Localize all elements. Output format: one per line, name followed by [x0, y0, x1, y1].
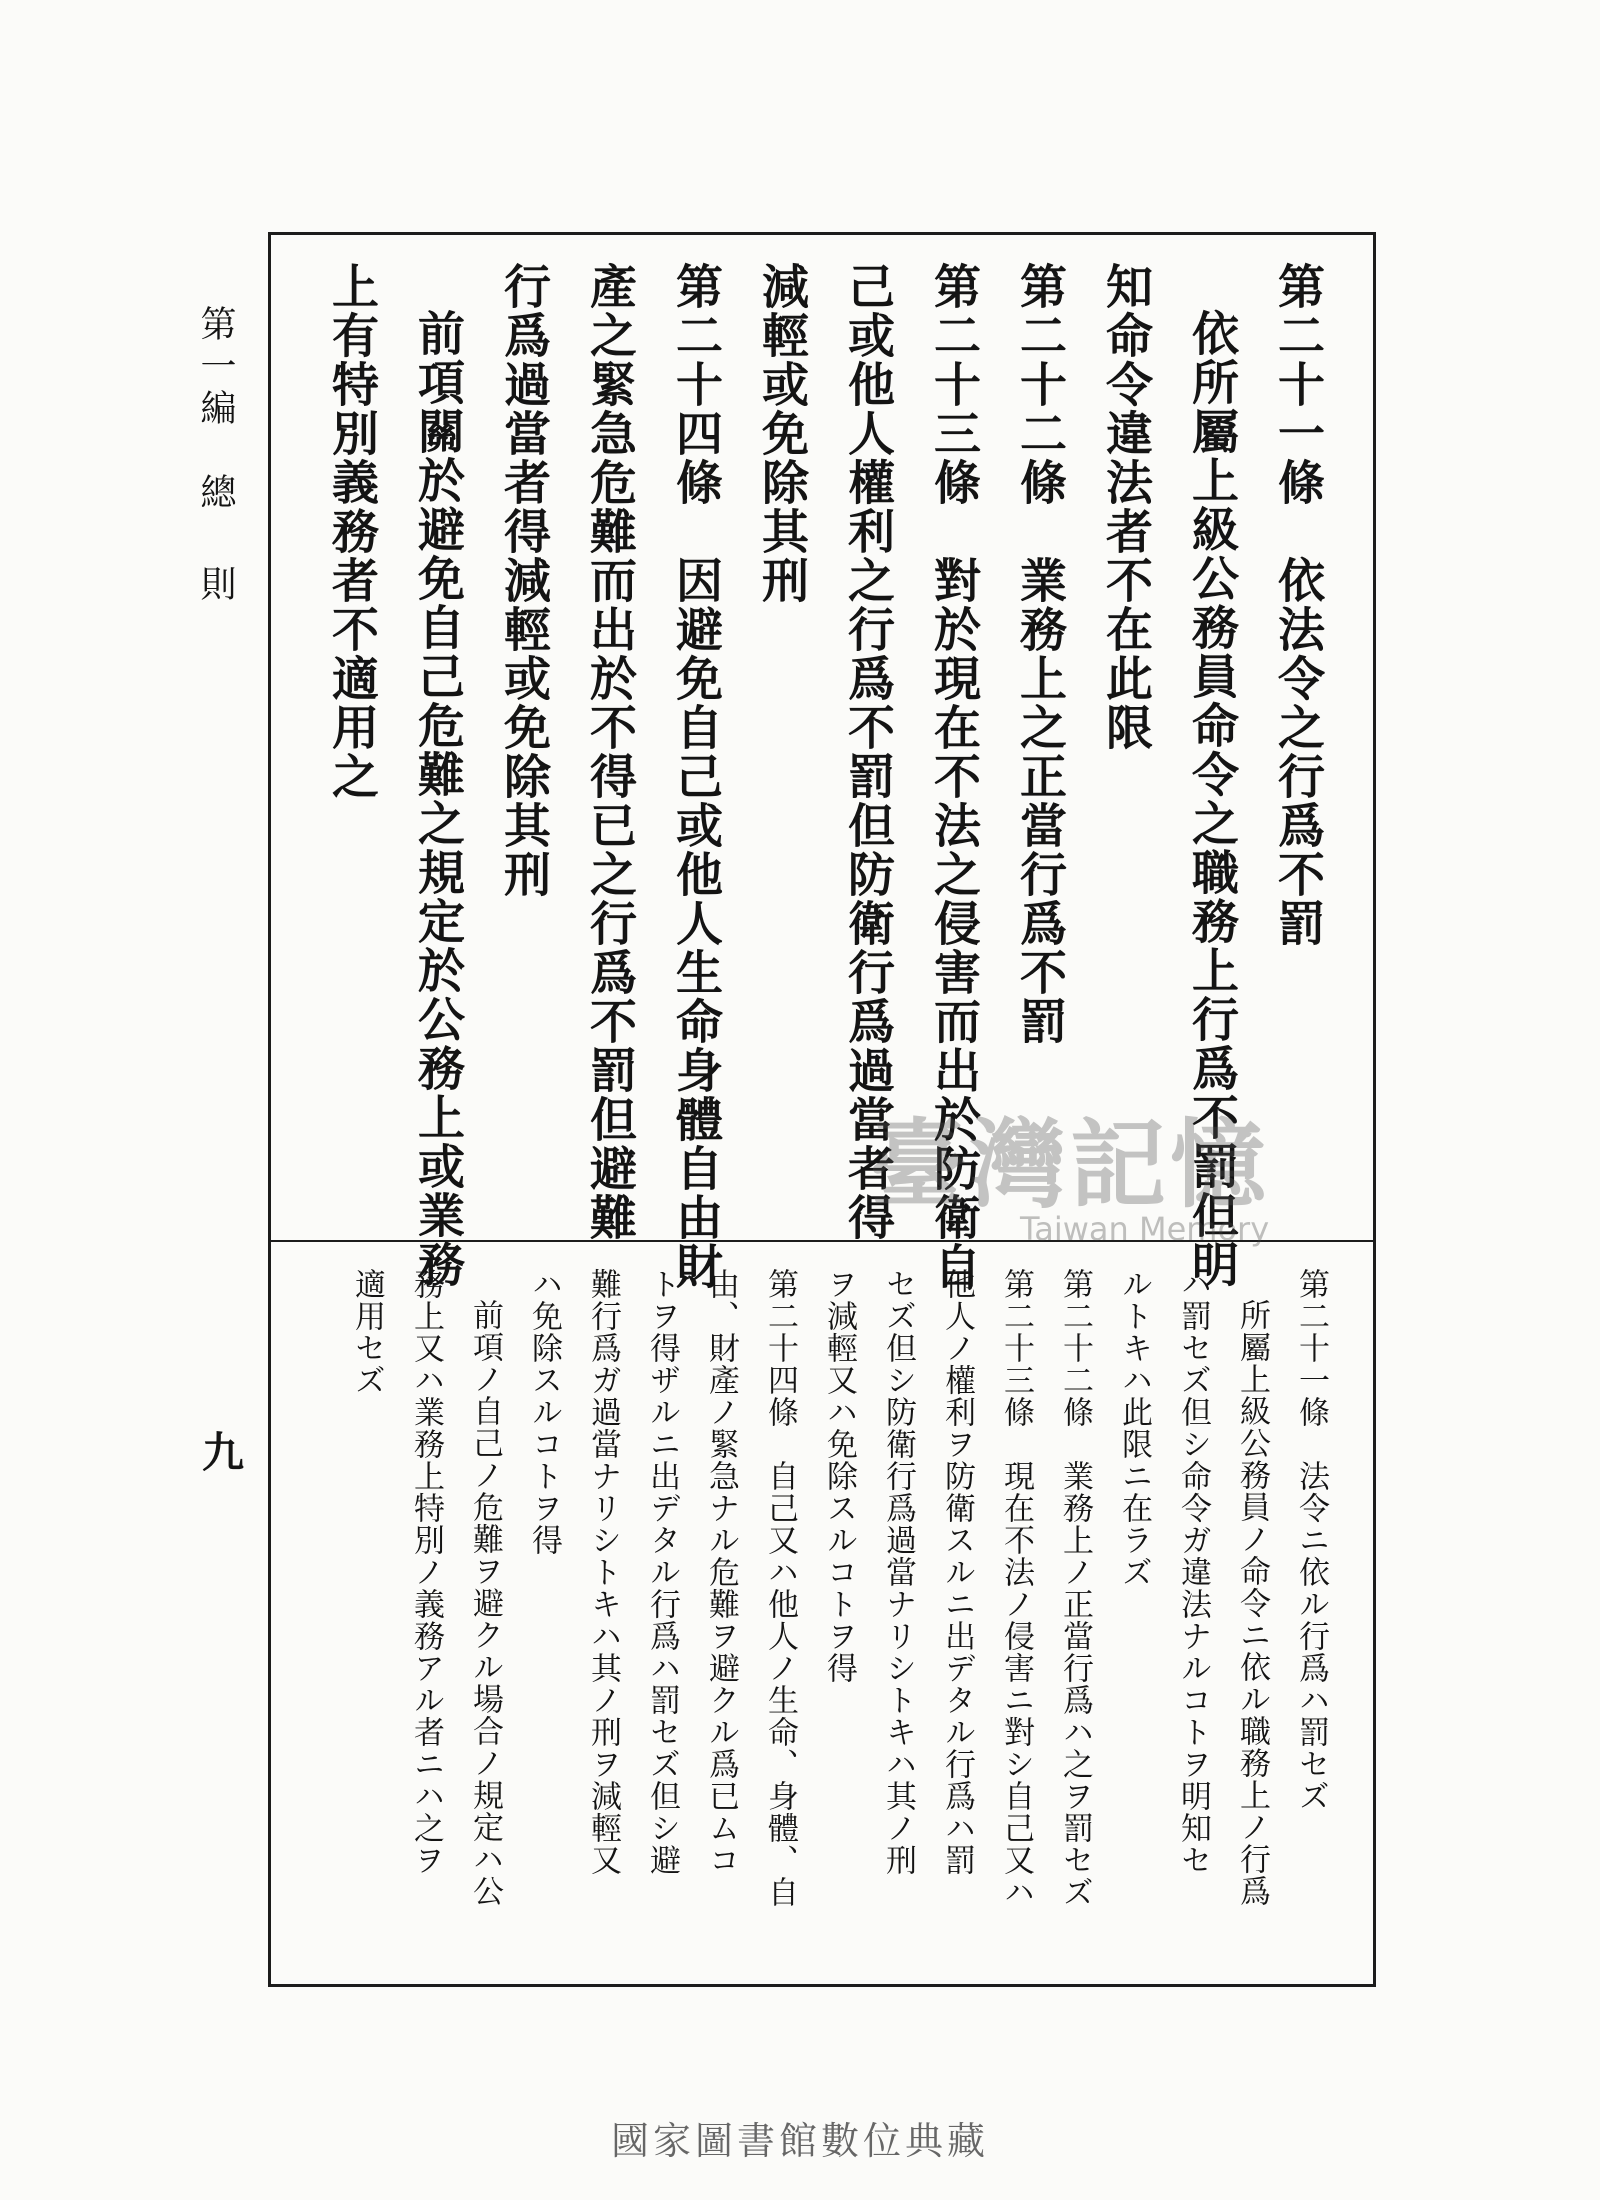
jp-article-21-heading: 第二十一條 法令ニ依ル行爲ハ罰セズ: [1293, 1268, 1329, 1812]
jp-article-24-body: 由、財產ノ緊急ナル危難ヲ避クル爲已ムコ: [703, 1268, 739, 1876]
chapter-title: 則: [195, 565, 236, 601]
jp-article-24-body-3: 難行爲ガ過當ナリシトキハ其ノ刑ヲ減輕又: [585, 1268, 621, 1876]
jp-article-24-body-4: ハ免除スルコトヲ得: [526, 1268, 562, 1556]
article-21-body-continued: 知命令違法者不在此限: [1098, 262, 1153, 752]
article-24-paragraph-2: 前項關於避免自己危難之規定於公務上或業務: [410, 309, 465, 1289]
article-24-body-continued: 行爲過當者得減輕或免除其刑: [496, 262, 551, 899]
taiwan-memory-watermark: [790, 1110, 1270, 1250]
jp-article-24-body-2: トヲ得ザルニ出デタル行爲ハ罰セズ但シ避: [644, 1268, 680, 1876]
jp-article-21-body-3: ルトキハ此限ニ在ラズ: [1116, 1268, 1152, 1588]
article-24-paragraph-2-continued: 上有特別義務者不適用之: [324, 262, 379, 801]
running-header: 第一編 總: [195, 305, 236, 515]
page-number: 九: [196, 1430, 245, 1472]
jp-article-23-body: 他人ノ權利ヲ防衛スルニ出デタル行爲ハ罰: [939, 1268, 975, 1876]
jp-article-23-heading: 第二十三條 現在不法ノ侵害ニ對シ自己又ハ: [998, 1268, 1034, 1908]
jp-article-21-body: 所屬上級公務員ノ命令ニ依ル職務上ノ行爲: [1234, 1299, 1270, 1907]
jp-article-24-paragraph-2-continued: 務上又ハ業務上特別ノ義務アル者ニハ之ヲ: [408, 1268, 444, 1876]
article-23-body-continued: 減輕或免除其刑: [754, 262, 809, 605]
article-22-heading: 第二十二條 業務上之正當行爲不罰: [1012, 262, 1067, 1046]
article-23-body: 己或他人權利之行爲不罰但防衛行爲過當者得: [840, 262, 895, 1242]
jp-article-24-heading: 第二十四條 自己又ハ他人ノ生命、身體、自: [762, 1268, 798, 1908]
jp-article-21-body-2: ハ罰セズ但シ命令ガ違法ナルコトヲ明知セ: [1175, 1268, 1211, 1876]
library-footer: 國家圖書館數位典藏: [610, 2119, 989, 2163]
japanese-text-section: [290, 1268, 1340, 1968]
jp-article-23-body-3: ヲ減輕又ハ免除スルコトヲ得: [821, 1268, 857, 1684]
jp-article-24-paragraph-2-end: 適用セズ: [349, 1268, 385, 1396]
jp-article-24-paragraph-2: 前項ノ自己ノ危難ヲ避クル場合ノ規定ハ公: [467, 1299, 503, 1907]
watermark-chinese: 臺灣記憶: [870, 1108, 1270, 1221]
article-24-heading: 第二十四條 因避免自己或他人生命身體自由財: [668, 262, 723, 1291]
article-21-body: 依所屬上級公務員命令之職務上行爲不罰但明: [1184, 309, 1239, 1289]
article-23-heading: 第二十三條 對於現在不法之侵害而出於防衛自: [926, 262, 981, 1291]
watermark-english: Taiwan Memory: [1020, 1210, 1270, 1248]
article-24-body: 產之緊急危難而出於不得已之行爲不罰但避難: [582, 262, 637, 1242]
article-21-heading: 第二十一條 依法令之行爲不罰: [1270, 262, 1325, 948]
jp-article-23-body-2: セズ但シ防衛行爲過當ナリシトキハ其ノ刑: [880, 1268, 916, 1876]
jp-article-22-heading: 第二十二條 業務上ノ正當行爲ハ之ヲ罰セズ: [1057, 1268, 1093, 1908]
